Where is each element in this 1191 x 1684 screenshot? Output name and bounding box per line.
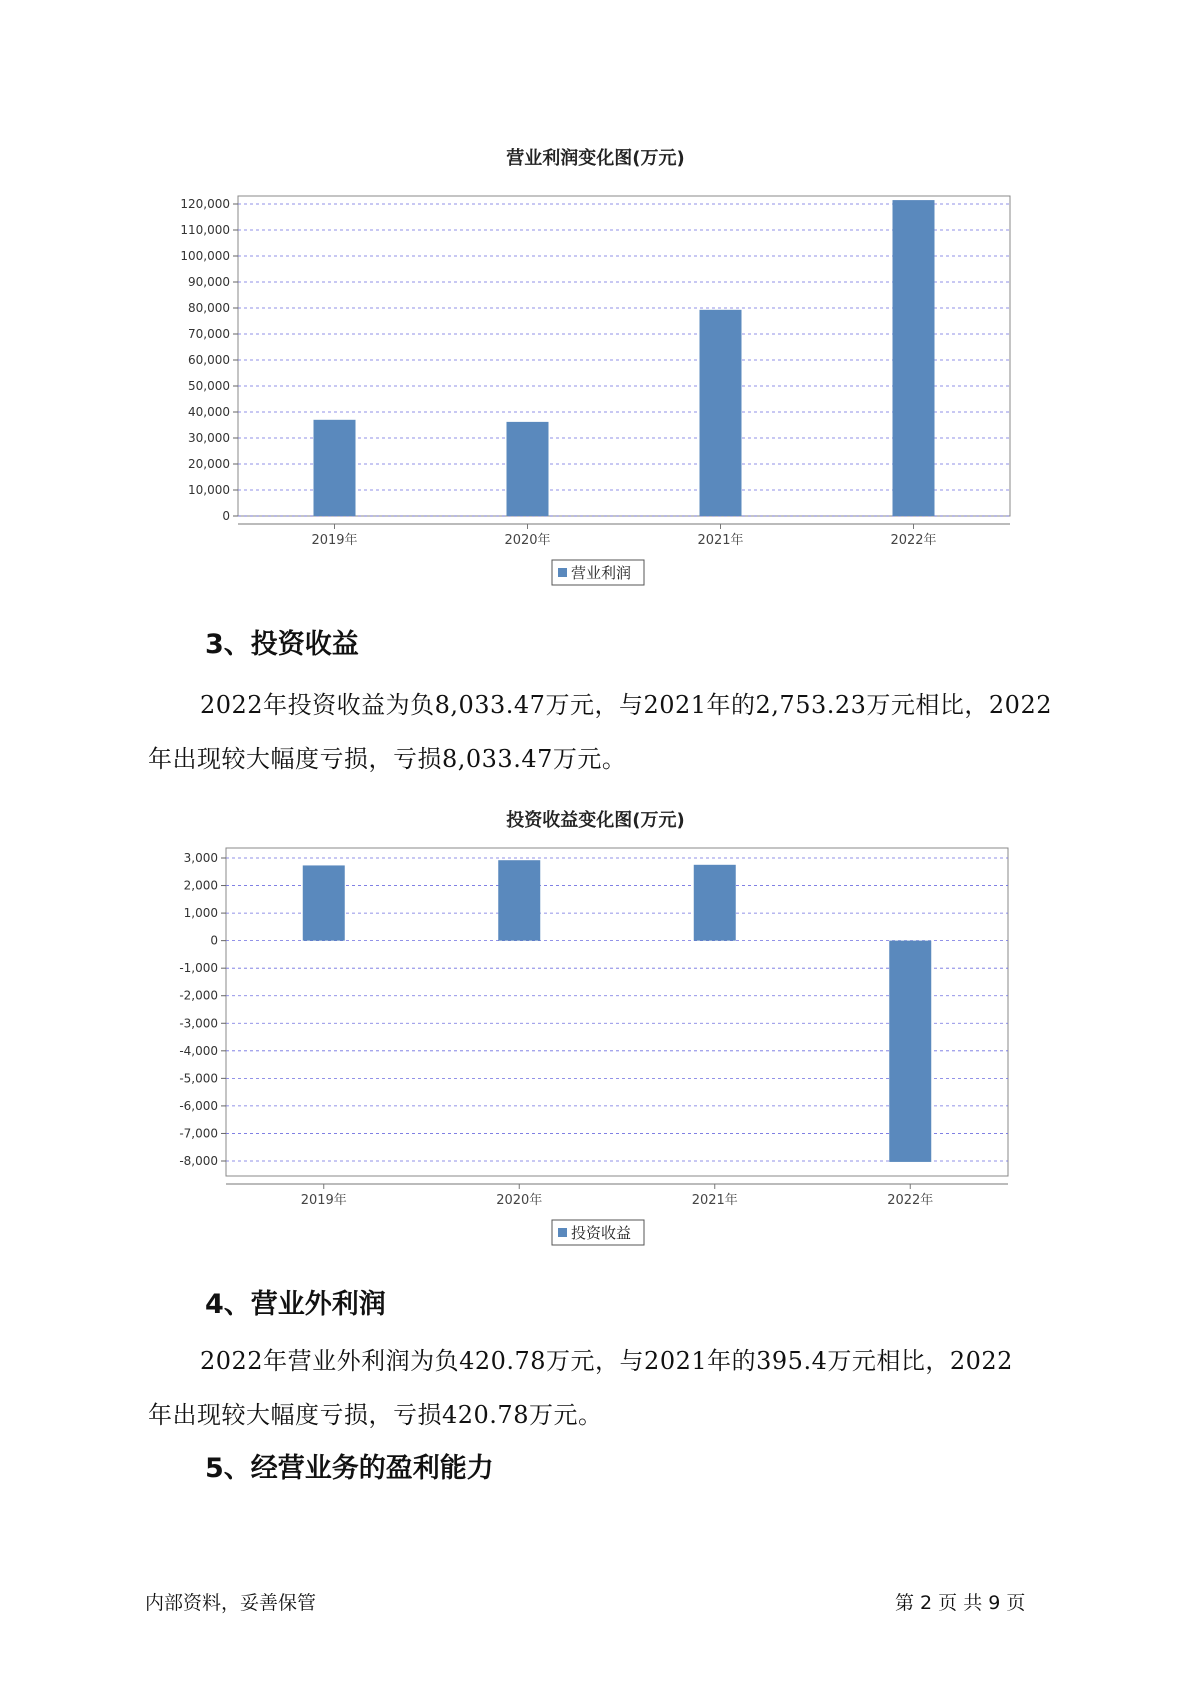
x-tick-label: 2021年: [697, 533, 744, 548]
x-tick-label: 2022年: [890, 533, 937, 548]
bar: [694, 865, 736, 941]
legend-label: 投资收益: [571, 1224, 632, 1242]
x-tick-label: 2022年: [887, 1193, 934, 1208]
section3-line1: 2022年投资收益为负8,033.47万元，与2021年的2,753.23万元相比，2022: [200, 691, 1052, 719]
y-tick-label: 40,000: [188, 405, 230, 419]
y-tick-label: 80,000: [188, 301, 230, 315]
legend-swatch: [558, 568, 567, 577]
y-tick-label: -4,000: [179, 1043, 218, 1058]
y-tick-label: -8,000: [179, 1154, 218, 1168]
y-tick-label: 120,000: [180, 197, 230, 211]
y-tick-label: 50,000: [188, 379, 230, 393]
section3-heading: 3、投资收益: [205, 629, 359, 660]
y-tick-label: 2,000: [183, 878, 218, 893]
x-tick-label: 2020年: [504, 533, 551, 548]
section4-heading: 4、营业外利润: [205, 1289, 386, 1320]
y-tick-label: 110,000: [180, 223, 230, 237]
y-tick-label: 3,000: [183, 851, 218, 865]
x-tick-label: 2019年: [300, 1193, 347, 1208]
section4-line1: 2022年营业外利润为负420.78万元，与2021年的395.4万元相比，2022: [200, 1347, 1013, 1375]
x-tick-label: 2020年: [496, 1193, 543, 1208]
bar: [303, 865, 345, 940]
section4-paragraph: [148, 1334, 1088, 1442]
y-tick-label: 20,000: [188, 457, 230, 471]
section4-line2: 年出现较大幅度亏损，亏损420.78万元。: [148, 1401, 603, 1429]
section3-line2: 年出现较大幅度亏损，亏损8,033.47万元。: [148, 745, 627, 773]
bar: [507, 422, 549, 516]
y-tick-label: -1,000: [179, 961, 218, 976]
footer-confidential-note: 内部资料，妥善保管: [145, 1592, 317, 1614]
y-tick-label: -2,000: [179, 988, 218, 1003]
y-tick-label: 90,000: [188, 275, 230, 289]
y-tick-label: -3,000: [179, 1016, 218, 1031]
bar: [893, 200, 935, 516]
chart2-title: 投资收益变化图(万元): [506, 810, 685, 831]
section5-heading: 5、经营业务的盈利能力: [205, 1453, 494, 1484]
y-tick-label: -6,000: [179, 1098, 218, 1113]
y-tick-label: 60,000: [188, 353, 230, 367]
x-tick-label: 2019年: [311, 533, 358, 548]
y-tick-label: 30,000: [188, 431, 230, 445]
bar: [498, 860, 540, 940]
y-tick-label: 0: [210, 933, 218, 948]
y-tick-label: 1,000: [183, 906, 218, 921]
section3-paragraph: [148, 678, 1088, 786]
y-tick-label: 70,000: [188, 327, 230, 341]
y-tick-label: -5,000: [179, 1071, 218, 1086]
bar: [314, 420, 356, 516]
legend-label: 营业利润: [571, 564, 632, 582]
bar: [889, 941, 931, 1162]
legend-swatch: [558, 1228, 567, 1237]
y-tick-label: 10,000: [188, 483, 230, 497]
footer-page-number: 第 2 页 共 9 页: [895, 1592, 1026, 1614]
y-tick-label: 100,000: [180, 249, 230, 263]
chart1-title: 营业利润变化图(万元): [506, 148, 685, 169]
operating-profit-chart: [0, 180, 1191, 600]
y-tick-label: 0: [222, 509, 230, 523]
y-tick-label: -7,000: [179, 1126, 218, 1141]
bar: [700, 310, 742, 516]
investment-income-chart: [0, 840, 1191, 1260]
x-tick-label: 2021年: [691, 1193, 738, 1208]
